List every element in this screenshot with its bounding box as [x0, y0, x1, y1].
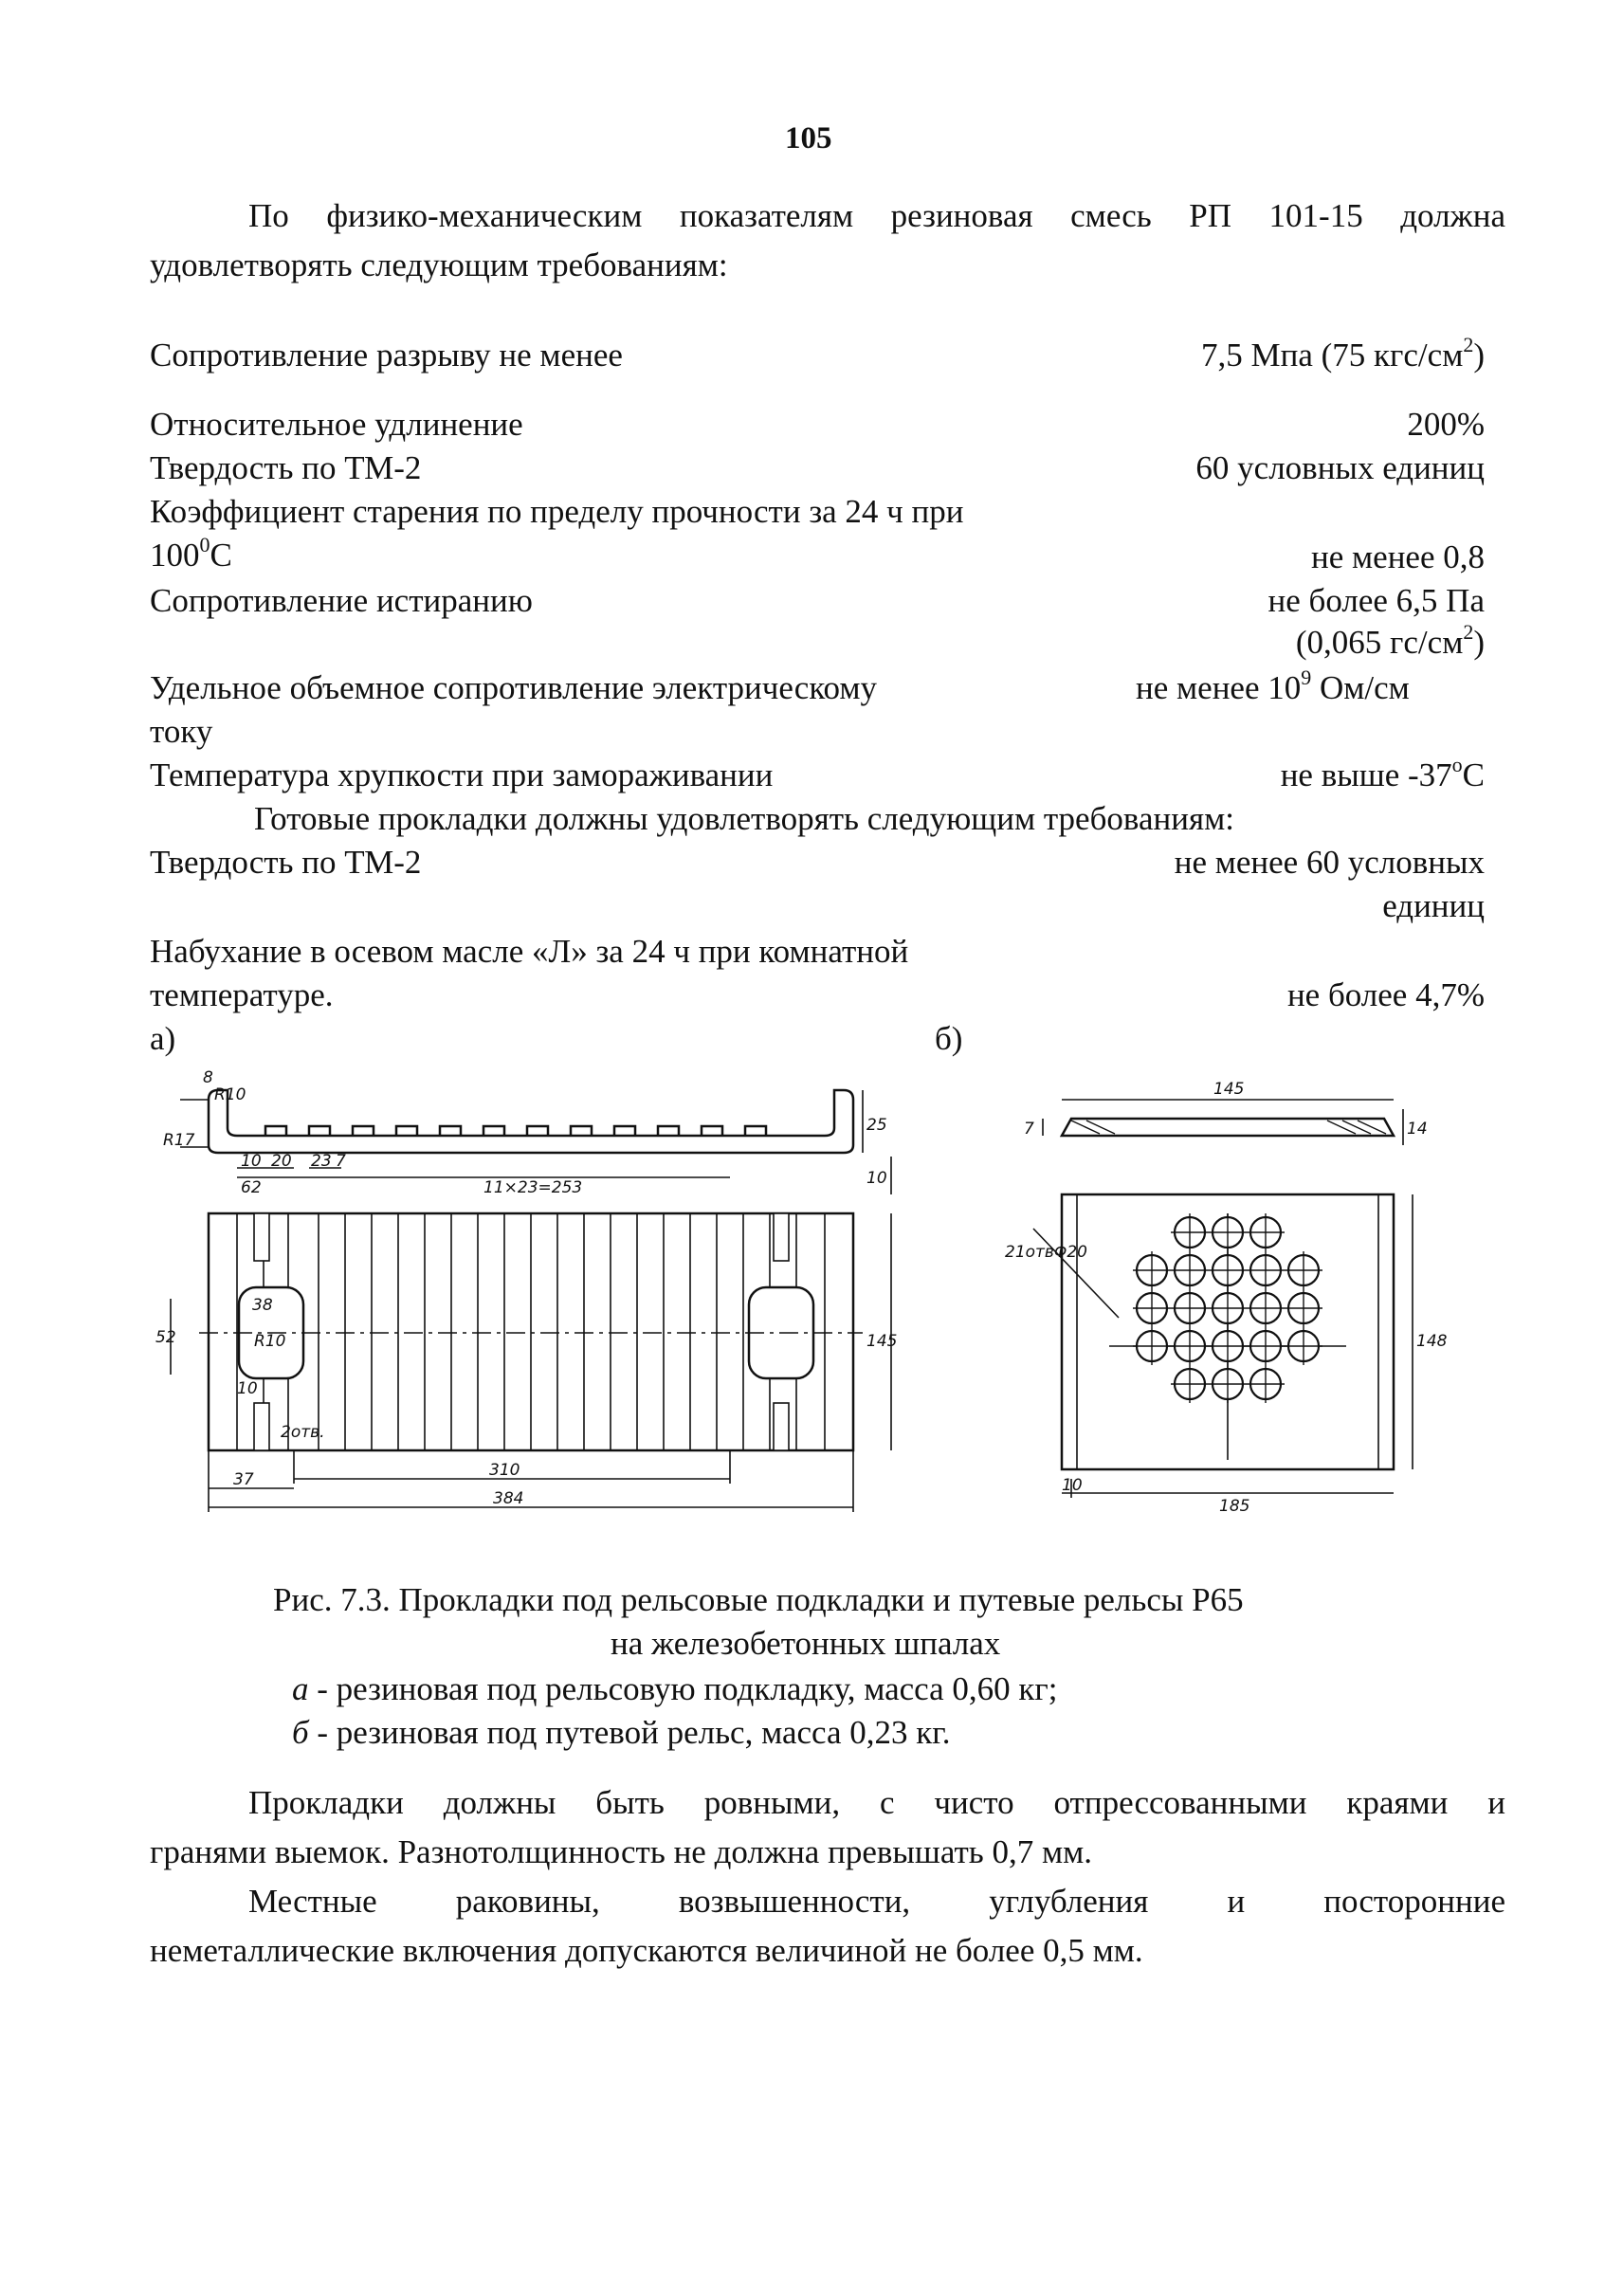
hole-b-centerline: [1209, 1213, 1247, 1251]
hole-b-centerline: [1171, 1213, 1209, 1251]
hole-b-centerline: [1171, 1327, 1209, 1365]
hole-b-centerline: [1171, 1251, 1209, 1289]
dim-a-310: 310: [489, 1461, 520, 1480]
slot-a-1: [254, 1213, 269, 1261]
req-elongation-value: 200%: [1407, 406, 1485, 443]
plan-a-ribs: [237, 1213, 825, 1450]
profile-a-ribs: [265, 1126, 766, 1136]
req-abrasion-label: Сопротивление истиранию: [150, 582, 533, 619]
req-abrasion-value-1: не более 6,5 Па: [1267, 582, 1485, 619]
dim-a-38: 38: [252, 1296, 273, 1315]
dim-a-7: 7: [336, 1152, 346, 1171]
req-resistivity-label-1: Удельное объемное сопротивление электрическому: [150, 669, 878, 706]
req-abrasion-value-2: (0,065 $гс/см^2$): [1295, 620, 1485, 661]
dim-b-185: 185: [1219, 1497, 1250, 1516]
closing-p1-line1: Прокладки должны быть ровными, с чисто отпрессованными краями и: [248, 1784, 1505, 1821]
dim-b-14: 14: [1407, 1120, 1428, 1139]
hole-b-centerline: [1209, 1251, 1247, 1289]
pads-intro: Готовые прокладки должны удовлетворять следующим требованиям:: [254, 800, 1234, 837]
drawing-a: [142, 1062, 901, 1517]
dim-a-10: 10: [241, 1152, 262, 1171]
figure-legend-b: б - резиновая под путевой рельс, масса 0,23 кг.: [292, 1714, 951, 1751]
req-brittleness-label: Температура хрупкости при замораживании: [150, 756, 774, 793]
dim-b-145: 145: [1213, 1080, 1245, 1099]
hole-b-centerline: [1285, 1327, 1322, 1365]
dim-a-20: 20: [271, 1152, 292, 1171]
pads-hardness-value-1: не менее 60 условных: [1174, 844, 1485, 881]
figure-label-a: а): [150, 1020, 176, 1057]
req-hardness-label: Твердость по ТМ-2: [150, 449, 422, 486]
dim-a-25: 25: [866, 1116, 887, 1135]
hole-b-centerline: [1247, 1327, 1285, 1365]
slot-a-3: [774, 1213, 789, 1261]
pads-hardness-value-2: единиц: [1382, 887, 1485, 924]
dim-b-10: 10: [1062, 1476, 1083, 1495]
req-aging-label-2: $100^0С$: [150, 533, 232, 574]
hole-b-centerline: [1133, 1289, 1171, 1327]
slot-a-4: [774, 1403, 789, 1450]
pads-hardness-label: Твердость по ТМ-2: [150, 844, 422, 881]
figure-caption-2: на железобетонных шпалах: [611, 1625, 1001, 1662]
dim-a-8: 8: [203, 1068, 213, 1087]
dim-a-2holes: 2отв.: [281, 1423, 325, 1442]
closing-p2-line1: Местные раковины, возвышенности, углубления и посторонние: [248, 1883, 1505, 1920]
closing-p1-line2: гранями выемок. Разнотолщинность не должна превышать 0,7 мм.: [150, 1833, 1093, 1870]
req-tensile-label: Сопротивление разрыву не менее: [150, 337, 623, 374]
hole-b-centerline: [1247, 1251, 1285, 1289]
hole-b-centerline: [1133, 1251, 1171, 1289]
dim-a-10-hole: 10: [237, 1379, 258, 1398]
hole-b-centerline: [1247, 1213, 1285, 1251]
req-aging-label-1: Коэффициент старения по пределу прочности за 24 ч при: [150, 493, 964, 530]
dim-a-62: 62: [241, 1178, 262, 1197]
hole-b-centerline: [1285, 1251, 1322, 1289]
profile-b-hatch: [1071, 1121, 1386, 1134]
dim-b-7: 7: [1024, 1120, 1034, 1139]
figure-caption-1: Рис. 7.3. Прокладки под рельсовые подкладки и путевые рельсы Р65: [273, 1581, 1244, 1618]
dim-a-37: 37: [233, 1470, 254, 1489]
hole-b-centerline: [1285, 1289, 1322, 1327]
req-resistivity-label-2: току: [150, 713, 213, 750]
req-resistivity-value: не менее $10^9$ Ом/см: [1136, 665, 1410, 706]
pads-swelling-label-2: температуре.: [150, 976, 334, 1013]
pads-swelling-value: не более 4,7%: [1286, 976, 1485, 1013]
dim-a-23: 23: [311, 1152, 332, 1171]
req-elongation-label: Относительное удлинение: [150, 406, 523, 443]
intro-line-2: удовлетворять следующим требованиям:: [150, 246, 728, 283]
dim-a-r10-hole: R10: [254, 1332, 286, 1351]
dim-a-145: 145: [866, 1332, 898, 1351]
hole-b-centerline: [1171, 1365, 1209, 1403]
hole-grid-b: [1133, 1213, 1322, 1403]
page-number: 105: [785, 121, 832, 155]
intro-line-1: По физико-механическим показателям резиновая смесь РП 101-15 должна: [248, 197, 1505, 234]
dim-a-52: 52: [155, 1328, 176, 1347]
hole-b-centerline: [1209, 1327, 1247, 1365]
req-brittleness-value: не выше $-37^оС$: [1280, 753, 1485, 793]
req-tensile-value: 7,5 Мпа (75 кгс/$см^2$): [1201, 333, 1485, 374]
dim-b-148: 148: [1416, 1332, 1448, 1351]
hole-b-centerline: [1247, 1365, 1285, 1403]
drawing-b: [1005, 1062, 1448, 1517]
dim-a-384: 384: [493, 1489, 524, 1508]
profile-a-outline: [209, 1090, 853, 1153]
figure-legend-a: а - резиновая под рельсовую подкладку, масса 0,60 кг;: [292, 1670, 1058, 1707]
dim-a-10-right: 10: [866, 1169, 887, 1188]
dim-a-r10-top: R10: [214, 1085, 246, 1104]
hole-b-centerline: [1247, 1289, 1285, 1327]
hole-b-centerline: [1133, 1327, 1171, 1365]
hole-b-centerline: [1209, 1289, 1247, 1327]
req-aging-value: не менее 0,8: [1311, 538, 1485, 575]
dim-b-holes: 21отвΦ20: [1005, 1243, 1087, 1262]
pads-swelling-label-1: Набухание в осевом масле «Л» за 24 ч при комнатной: [150, 933, 909, 970]
dim-a-r17: R17: [163, 1131, 195, 1150]
hole-b-centerline: [1209, 1365, 1247, 1403]
figure-label-b: б): [935, 1020, 963, 1057]
req-hardness-value: 60 условных единиц: [1195, 449, 1485, 486]
dim-a-pitch: 11×23=253: [483, 1178, 583, 1197]
slot-a-2: [254, 1403, 269, 1450]
hole-b-centerline: [1171, 1289, 1209, 1327]
closing-p2-line2: неметаллические включения допускаются величиной не более 0,5 мм.: [150, 1932, 1143, 1969]
